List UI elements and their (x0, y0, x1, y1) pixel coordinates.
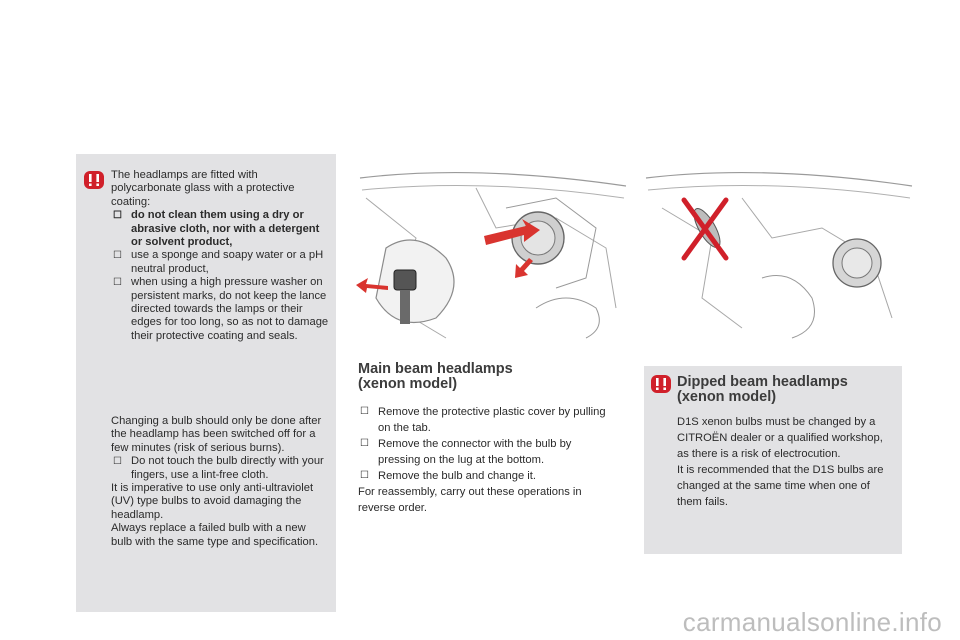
list-item: ☐ Remove the connector with the bulb by pressing on the lug at the bottom. (360, 438, 572, 466)
dipped-beam-illustration (642, 168, 920, 343)
dipped-beam-body: D1S xenon bulbs must be changed by a CITROËN dealer or a qualified workshop, as there is a risk of electrocution. (677, 416, 883, 460)
main-beam-title: Main beam headlamps (358, 361, 513, 377)
dipped-beam-text (677, 414, 889, 510)
bullet-checkbox-icon: ☐ (360, 406, 369, 417)
main-beam-illustration (356, 168, 634, 343)
list-item: ☐ Do not touch the bulb directly with your fingers, use a lint-free cloth. (113, 455, 324, 481)
bulb-intro: Changing a bulb should only be done after the headlamp has been switched off for a few minutes (risk of serious burns). (111, 415, 322, 454)
warning-icon (84, 171, 104, 189)
dipped-beam-subtitle: (xenon model) (677, 389, 777, 405)
bullet-checkbox-icon: ☐ (113, 456, 122, 468)
bullet-checkbox-icon: ☐ (113, 250, 122, 262)
list-item: ☐ Remove the bulb and change it. (360, 470, 536, 482)
watermark: carmanualsonline.info (682, 607, 942, 637)
replace-note: Always replace a failed bulb with a new bulb with the same type and specification. (111, 522, 319, 548)
bullet-checkbox-icon: ☐ (113, 210, 122, 222)
bulb-change-text (111, 415, 325, 549)
dipped-beam-title: Dipped beam headlamps (677, 374, 848, 390)
reassembly-note: For reassembly, carry out these operations in reverse order. (358, 486, 582, 514)
glass-warning-text (111, 169, 331, 343)
bullet-checkbox-icon: ☐ (360, 438, 369, 449)
uv-note: It is imperative to use only anti-ultraviolet (UV) type bulbs to avoid damaging the headlamp. (111, 482, 314, 521)
main-beam-heading (358, 362, 513, 392)
main-beam-subtitle: (xenon model) (358, 376, 458, 392)
dipped-beam-note: It is recommended that the D1S bulbs are changed at the same time when one of them fails. (677, 464, 884, 508)
warning-intro: The headlamps are fitted with polycarbonate glass with a protective coating: (111, 169, 295, 208)
list-item: ☐ Remove the protective plastic cover by pulling on the tab. (360, 406, 606, 434)
bullet-checkbox-icon: ☐ (360, 470, 369, 481)
main-beam-steps (358, 404, 614, 516)
bullet-checkbox-icon: ☐ (113, 277, 122, 289)
warning-icon (651, 375, 671, 393)
dipped-beam-heading (677, 375, 848, 405)
list-item: ☐ use a sponge and soapy water or a pH neutral product, (113, 249, 324, 275)
list-item: ☐ when using a high pressure washer on persistent marks, do not keep the lance directed towards the lamps or their edges for too long, so as not to damage their protective coating and seals. (113, 276, 329, 342)
list-item: ☐ do not clean them using a dry or abrasive cloth, nor with a detergent or solvent product, (113, 209, 320, 249)
